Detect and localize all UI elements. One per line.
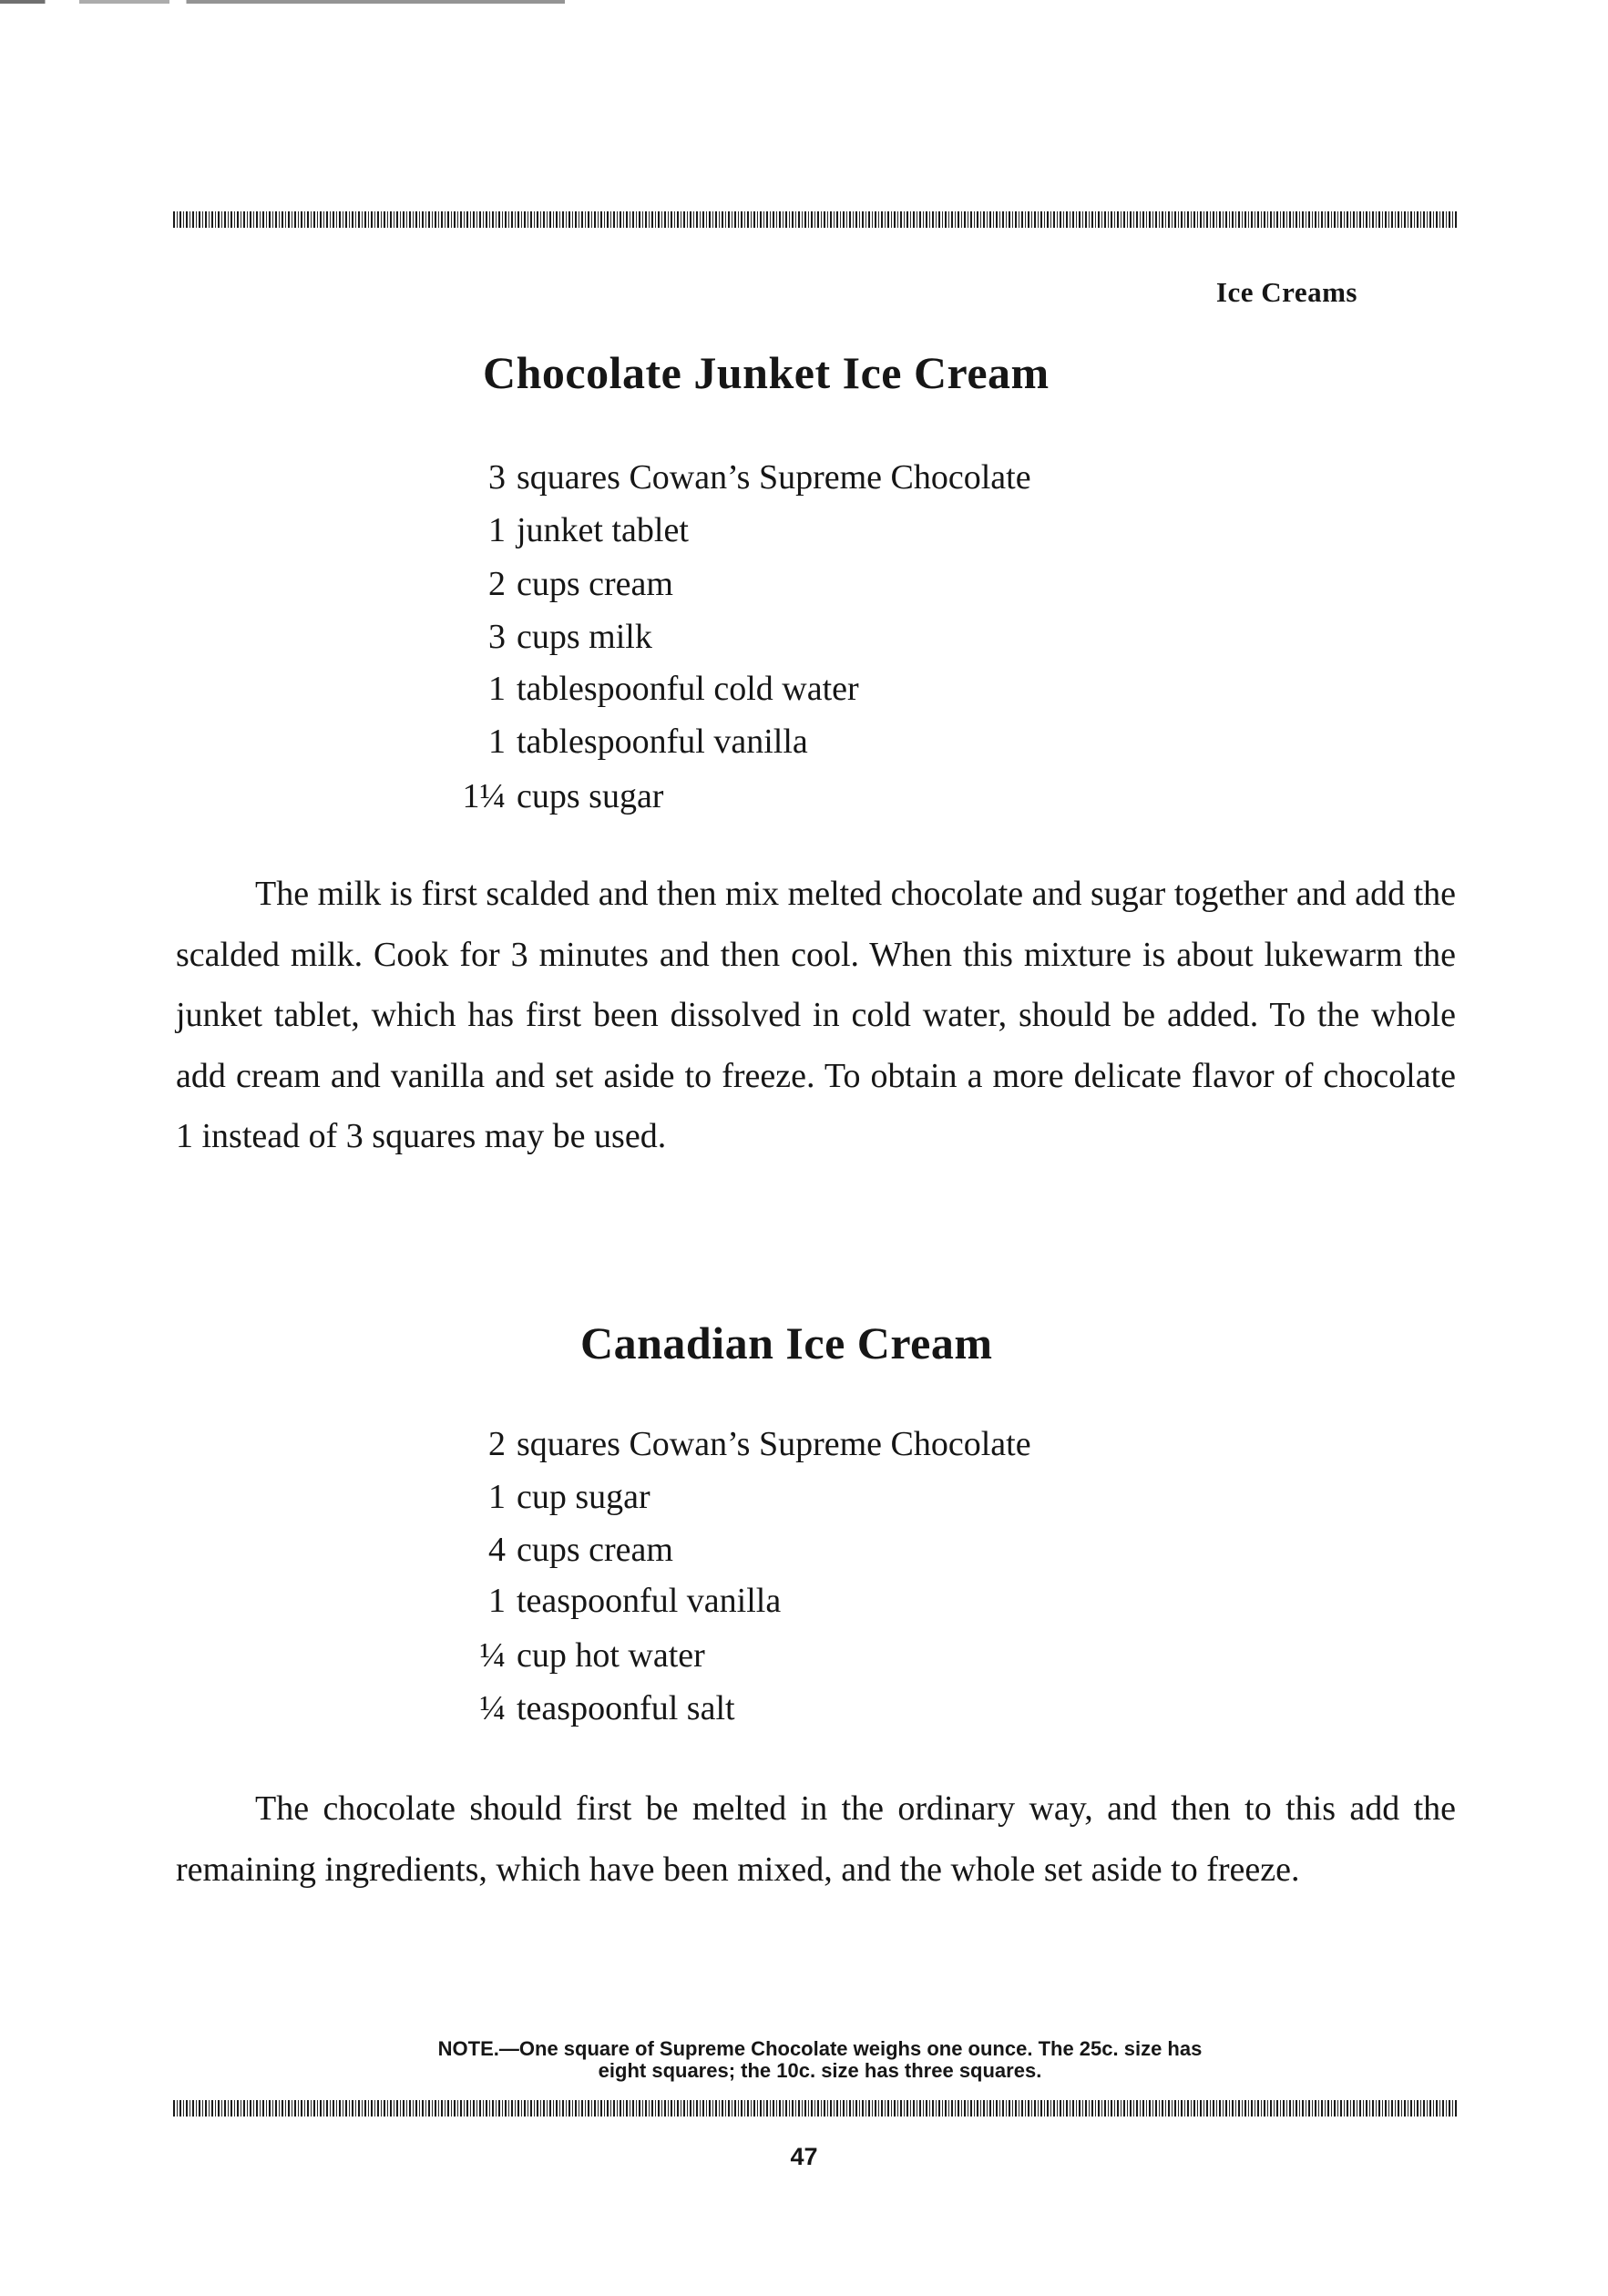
top-ornamental-rule [173, 211, 1458, 228]
ingredient-qty: 1 [488, 1478, 506, 1516]
ingredient-item: tablespoonful cold water [517, 670, 859, 708]
ingredient-line [437, 722, 808, 762]
ingredient-line [437, 1477, 650, 1517]
page-number: 47 [790, 2143, 818, 2170]
directions-chocolate-junket: The milk is first scalded and then mix melted chocolate and sugar together and add the scalded milk. Cook for 3 minutes and then cool. When this mixture is about lukewarm the junket tablet, which has first been dissolved in cold water, should be added. To the whole add cream and vanilla and set aside to freeze. To obtain a more delicate flavor of chocolate 1 instead of 3 squares may be used. [176, 875, 1456, 1155]
ingredient-qty: 1 [488, 670, 506, 708]
ingredient-line [437, 1581, 781, 1621]
directions-canadian: The chocolate should first be melted in the ordinary way, and then to this add the remaining ingredients, which have been mixed, and the whole set aside to freeze. [176, 1789, 1456, 1889]
ingredient-qty: 1¼ [462, 777, 506, 815]
ingredient-item: squares Cowan’s Supreme Chocolate [517, 458, 1031, 497]
ingredient-qty: 1 [488, 723, 506, 761]
ingredient-qty: ¼ [479, 1636, 506, 1675]
recipe-title-canadian: Canadian Ice Cream [580, 1317, 993, 1368]
ingredient-qty: 3 [488, 618, 506, 656]
ingredient-item: squares Cowan’s Supreme Chocolate [517, 1425, 1031, 1463]
ingredient-line [437, 564, 673, 604]
ingredient-line [437, 776, 663, 816]
footnote-line: eight squares; the 10c. size has three squares. [598, 2059, 1042, 2082]
scan-artifact [0, 0, 565, 4]
running-head: Ice Creams [1215, 276, 1357, 308]
ingredient-qty: 1 [488, 1582, 506, 1620]
ingredient-item: cup hot water [517, 1636, 705, 1675]
footnote-line: NOTE.—One square of Supreme Chocolate weighs one ounce. The 25c. size has [437, 2037, 1203, 2060]
footnote [219, 2038, 1421, 2082]
ingredient-line [437, 1424, 1031, 1464]
ingredient-qty: 2 [488, 1425, 506, 1463]
ingredient-qty: 4 [488, 1531, 506, 1569]
ingredient-qty: ¼ [479, 1689, 506, 1727]
bottom-ornamental-rule [173, 2100, 1458, 2117]
ingredient-item: cups cream [517, 1531, 673, 1569]
ingredient-item: cups cream [517, 565, 673, 603]
ingredient-line [437, 669, 859, 709]
ingredient-line [437, 510, 689, 550]
ingredient-item: teaspoonful salt [517, 1689, 735, 1727]
ingredient-item: tablespoonful vanilla [517, 723, 808, 761]
ingredient-item: cups milk [517, 618, 652, 656]
ingredient-item: junket tablet [517, 511, 689, 549]
ingredient-qty: 2 [488, 565, 506, 603]
ingredient-line [437, 1688, 735, 1728]
ingredient-item: cup sugar [517, 1478, 650, 1516]
recipe-title-chocolate-junket: Chocolate Junket Ice Cream [483, 347, 1050, 398]
ingredient-line [437, 1635, 705, 1676]
ingredient-item: teaspoonful vanilla [517, 1582, 782, 1620]
ingredient-line [437, 617, 652, 657]
ingredient-qty: 3 [488, 458, 506, 497]
ingredient-line [437, 457, 1031, 497]
ingredient-line [437, 1530, 673, 1570]
ingredient-item: cups sugar [517, 777, 664, 815]
ingredient-qty: 1 [488, 511, 506, 549]
